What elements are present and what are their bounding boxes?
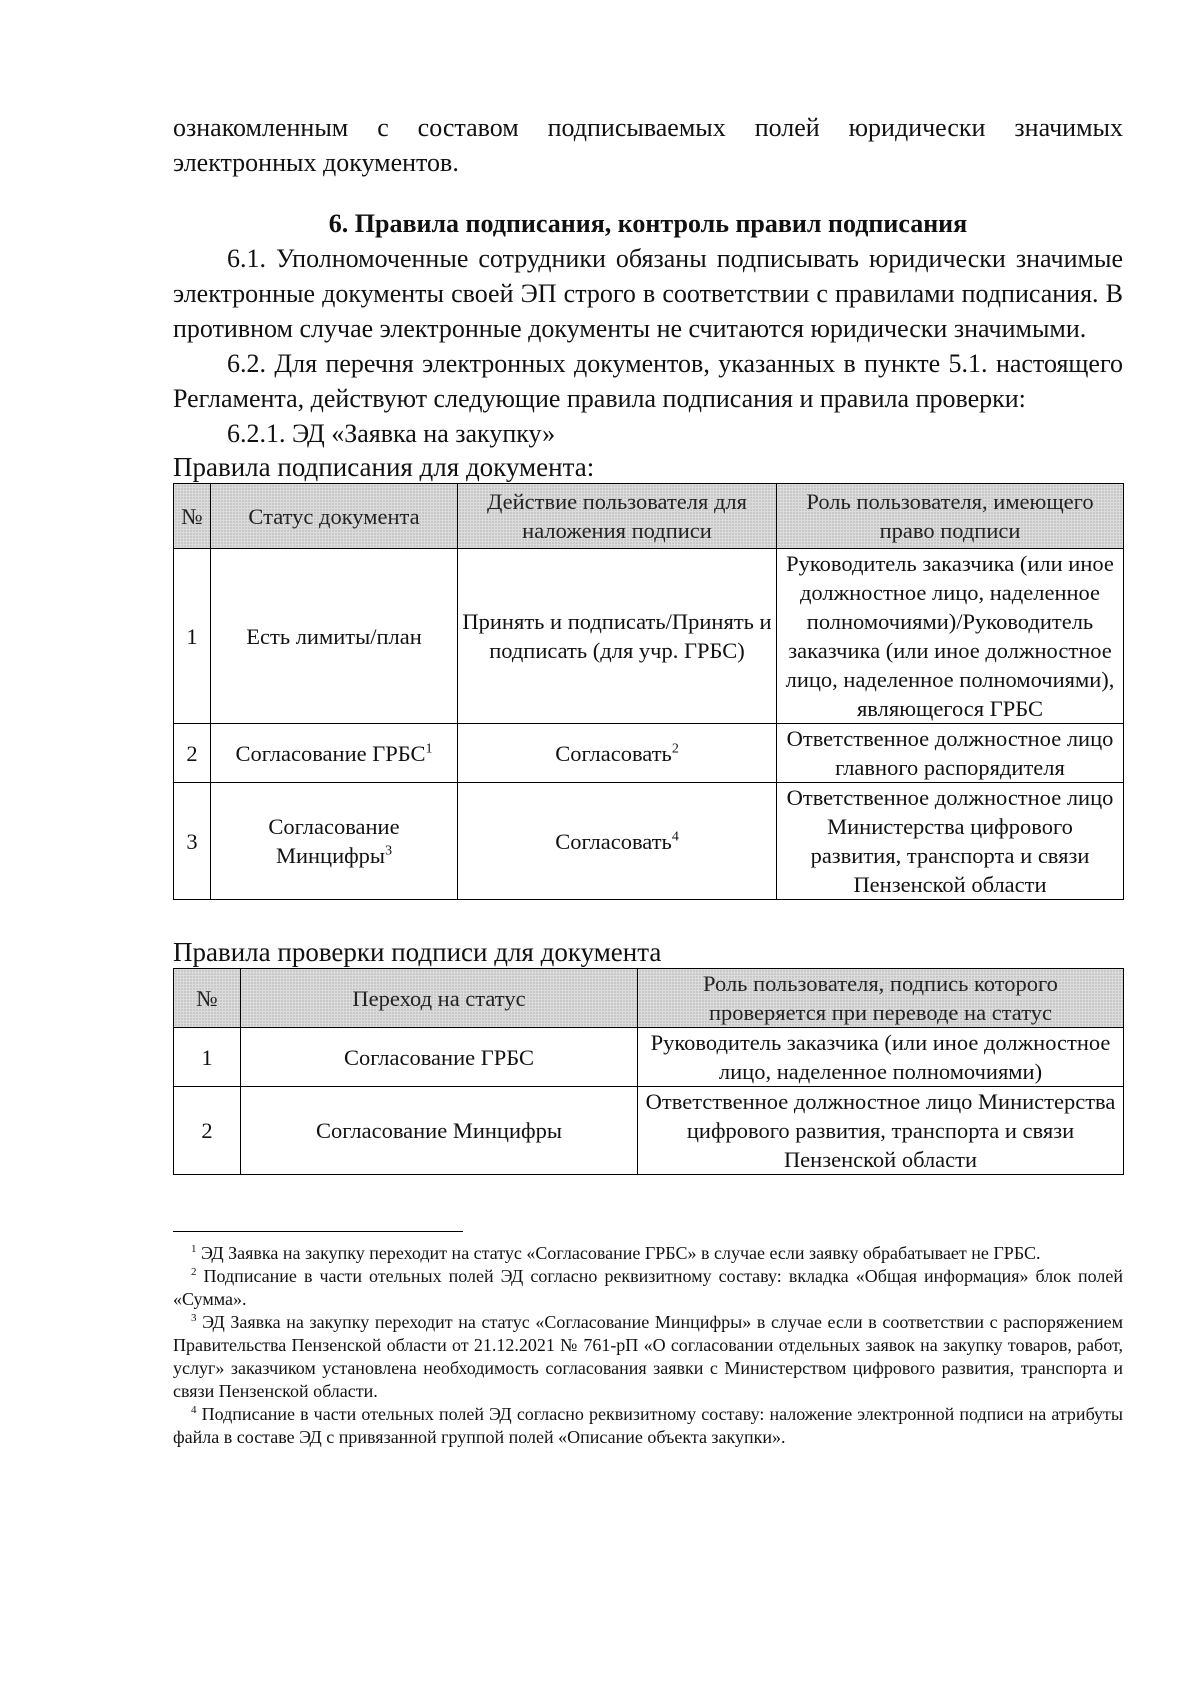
user-action [458, 724, 777, 783]
paragraph-6-1: 6.1. Уполномоченные сотрудники обязаны подписывать юридически значимые электронные документы своей ЭП строго в соответствии с правилами подписания. В противном случае электронные документы не считаются юридически значимыми. [173, 244, 1123, 343]
column-header: Переход на статус [241, 969, 638, 1028]
row-number: 1 [174, 1028, 241, 1087]
footnote-mark: 1 [191, 1243, 197, 1255]
footnote [173, 1311, 1123, 1403]
column-header: Действие пользователя для наложения подписи [458, 484, 777, 549]
column-header: № [174, 969, 241, 1028]
signing-rules-table [173, 483, 1124, 900]
status-text: Согласование Минцифры [268, 814, 400, 868]
paragraph-6-2: 6.2. Для перечня электронных документов, указанных в пункте 5.1. настоящего Регламента, действуют следующие правила подписания и правила проверки: [173, 349, 1123, 413]
row-number: 2 [174, 1087, 241, 1175]
document-status [211, 549, 458, 724]
signer-role: Ответственное должностное лицо Министерства цифрового развития, транспорта и связи Пензенской области [777, 783, 1124, 900]
footnote-text: Подписание в части отельных полей ЭД согласно реквизитному составу: вкладка «Общая информация» блок полей «Сумма». [173, 1266, 1124, 1309]
column-header: Статус документа [211, 484, 458, 549]
document-page [173, 110, 1123, 1449]
verification-rules-table [173, 968, 1124, 1175]
table-header-row [174, 969, 1124, 1028]
table-header-row [174, 484, 1124, 549]
status-text: Есть лимиты/план [246, 623, 422, 649]
signing-table-caption: Правила подписания для документа: [173, 452, 595, 482]
status-text: Согласование ГРБС [235, 740, 426, 766]
status-transition: Согласование Минцифры [241, 1087, 638, 1175]
table-row [174, 724, 1124, 783]
action-text: Согласовать [555, 740, 672, 766]
footnote-divider [173, 1231, 463, 1232]
footnote-text: Подписание в части отельных полей ЭД согласно реквизитному составу: наложение электронной подписи на атрибуты файла в составе ЭД с привязанной группой полей «Описание объекта закупки». [173, 1404, 1123, 1447]
action-text: Согласовать [555, 828, 672, 854]
footnote-ref: 1 [425, 741, 433, 756]
footnote-ref: 3 [385, 843, 393, 859]
footnote-ref: 2 [671, 741, 679, 756]
footnote [173, 1403, 1123, 1449]
signer-role: Руководитель заказчика (или иное должностное лицо, наделенное полномочиями)/Руководитель заказчика (или иное должностное лицо, наделенное полномочиями), являющегося ГРБС [777, 549, 1124, 724]
verified-role: Ответственное должностное лицо Министерства цифрового развития, транспорта и связи Пензенской области [638, 1087, 1124, 1175]
action-text: Принять и подписать/Принять и подписать (для учр. ГРБС) [462, 609, 772, 663]
footnote-mark: 3 [191, 1312, 197, 1324]
column-header: № [174, 484, 211, 549]
column-header: Роль пользователя, подпись которого проверяется при переводе на статус [638, 969, 1124, 1028]
signer-role: Ответственное должностное лицо главного распорядителя [777, 724, 1124, 783]
row-number: 3 [174, 783, 211, 900]
table-row [174, 783, 1124, 900]
footnote-ref: 4 [671, 829, 679, 844]
footnote-text: ЭД Заявка на закупку переходит на статус «Согласование ГРБС» в случае если заявку обрабатывает не ГРБС. [201, 1243, 1041, 1263]
table-row [174, 1028, 1124, 1087]
footnote-mark: 4 [191, 1404, 197, 1416]
table-row [174, 549, 1124, 724]
verified-role: Руководитель заказчика (или иное должностное лицо, наделенное полномочиями) [638, 1028, 1124, 1087]
document-status [211, 783, 458, 900]
footnote [173, 1242, 1123, 1265]
section-heading: 6. Правила подписания, контроль правил подписания [328, 209, 968, 238]
table-row [174, 1087, 1124, 1175]
paragraph-6-2-1: 6.2.1. ЭД «Заявка на закупку» [227, 419, 556, 448]
footnote-text: ЭД Заявка на закупку переходит на статус «Согласование Минцифры» в случае если в соответствии с распоряжением Правительства Пензенской области от 21.12.2021 № 761-рП «О согласовании отдельных заявок на закупку товаров, работ, услуг» заказчиком установлена необходимость согласования заявки с Министерством цифрового развития, транспорта и связи Пензенской области. [173, 1312, 1123, 1401]
user-action [458, 549, 777, 724]
status-transition: Согласование ГРБС [241, 1028, 638, 1087]
verification-table-caption: Правила проверки подписи для документа [173, 937, 662, 967]
user-action [458, 783, 777, 900]
column-header: Роль пользователя, имеющего право подписи [777, 484, 1124, 549]
intro-paragraph: ознакомленным с составом подписываемых полей юридически значимых электронных документов. [173, 113, 1123, 177]
row-number: 1 [174, 549, 211, 724]
footnote-mark: 2 [191, 1266, 197, 1278]
row-number: 2 [174, 724, 211, 783]
document-status [211, 724, 458, 783]
footnote [173, 1265, 1123, 1311]
